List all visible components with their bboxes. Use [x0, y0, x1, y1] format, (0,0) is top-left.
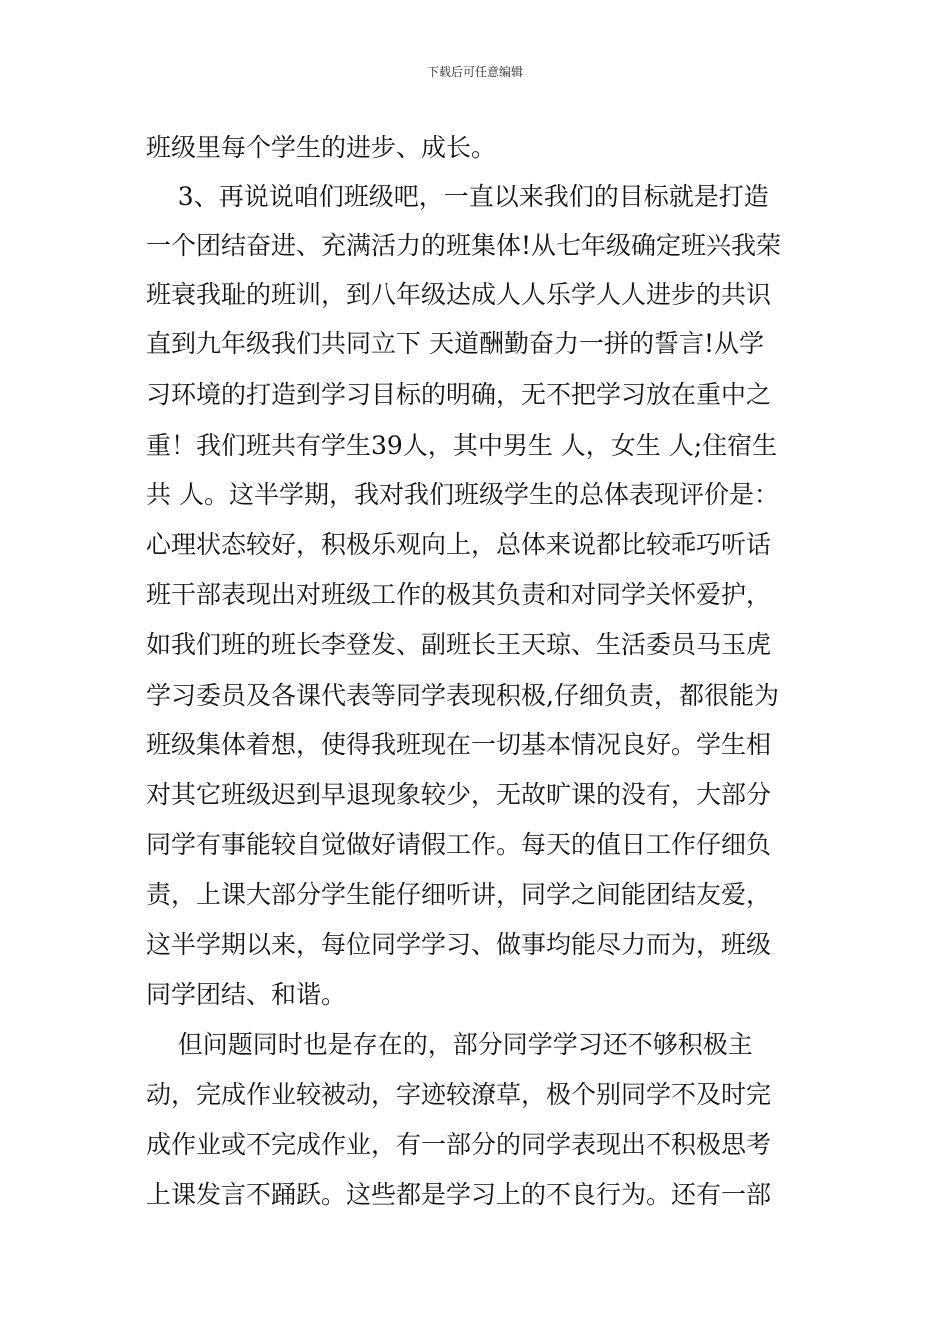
body-line: 但问题同时也是存在的，部分同学学习还不够积极主 — [146, 1030, 753, 1059]
body-line: 班级里每个学生的进步、成长。 — [146, 133, 497, 162]
body-line: 同学有事能较自觉做好请假工作。每天的值日工作仔细负 — [146, 830, 772, 859]
body-line: 班级集体着想，使得我班现在一切基本情况良好。学生相 — [146, 730, 772, 759]
body-line: 同学团结、和谐。 — [146, 980, 347, 1009]
body-line: 对其它班级迟到早退现象较少，无故旷课的没有，大部分 — [146, 780, 772, 809]
body-line: 心理状态较好，积极乐观向上，总体来说都比较乖巧听话 — [146, 530, 772, 559]
body-line: 习环境的打造到学习目标的明确，无不把学习放在重中之 — [146, 380, 772, 409]
page-header: 下载后可任意编辑 — [426, 65, 523, 79]
body-line: 如我们班的班长李登发、副班长王天琼、生活委员马玉虎 — [146, 630, 772, 659]
body-line: 上课发言不踊跃。这些都是学习上的不良行为。还有一部 — [146, 1180, 772, 1209]
body-line: 责，上课大部分学生能仔细听讲，同学之间能团结友爱， — [146, 880, 772, 909]
body-line: 班干部表现出对班级工作的极其负责和对同学关怀爱护， — [146, 580, 772, 609]
body-line: 重！我们班共有学生39人，其中男生 人，女生 人;住宿生 — [146, 431, 778, 460]
body-line: 班衰我耻的班训，到八年级达成人人乐学人人进步的共识 — [146, 280, 772, 309]
body-line: 成作业或不完成作业，有一部分的同学表现出不积极思考 — [146, 1130, 772, 1159]
body-line: 共 人。这半学期，我对我们班级学生的总体表现评价是： — [146, 480, 779, 509]
body-line: 这半学期以来，每位同学学习、做事均能尽力而为，班级 — [146, 930, 772, 959]
body-line: 学习委员及各课代表等同学表现积极,仔细负责，都很能为 — [146, 681, 779, 710]
body-line: 一个团结奋进、充满活力的班集体!从七年级确定班兴我荣 — [146, 231, 782, 260]
body-line: 动，完成作业较被动，字迹较潦草，极个别同学不及时完 — [146, 1080, 772, 1109]
body-line: 3、再说说咱们班级吧，一直以来我们的目标就是打造 — [146, 182, 769, 211]
body-line: 直到九年级我们共同立下 天道酬勤奋力一拼的誓言!从学 — [146, 329, 764, 358]
